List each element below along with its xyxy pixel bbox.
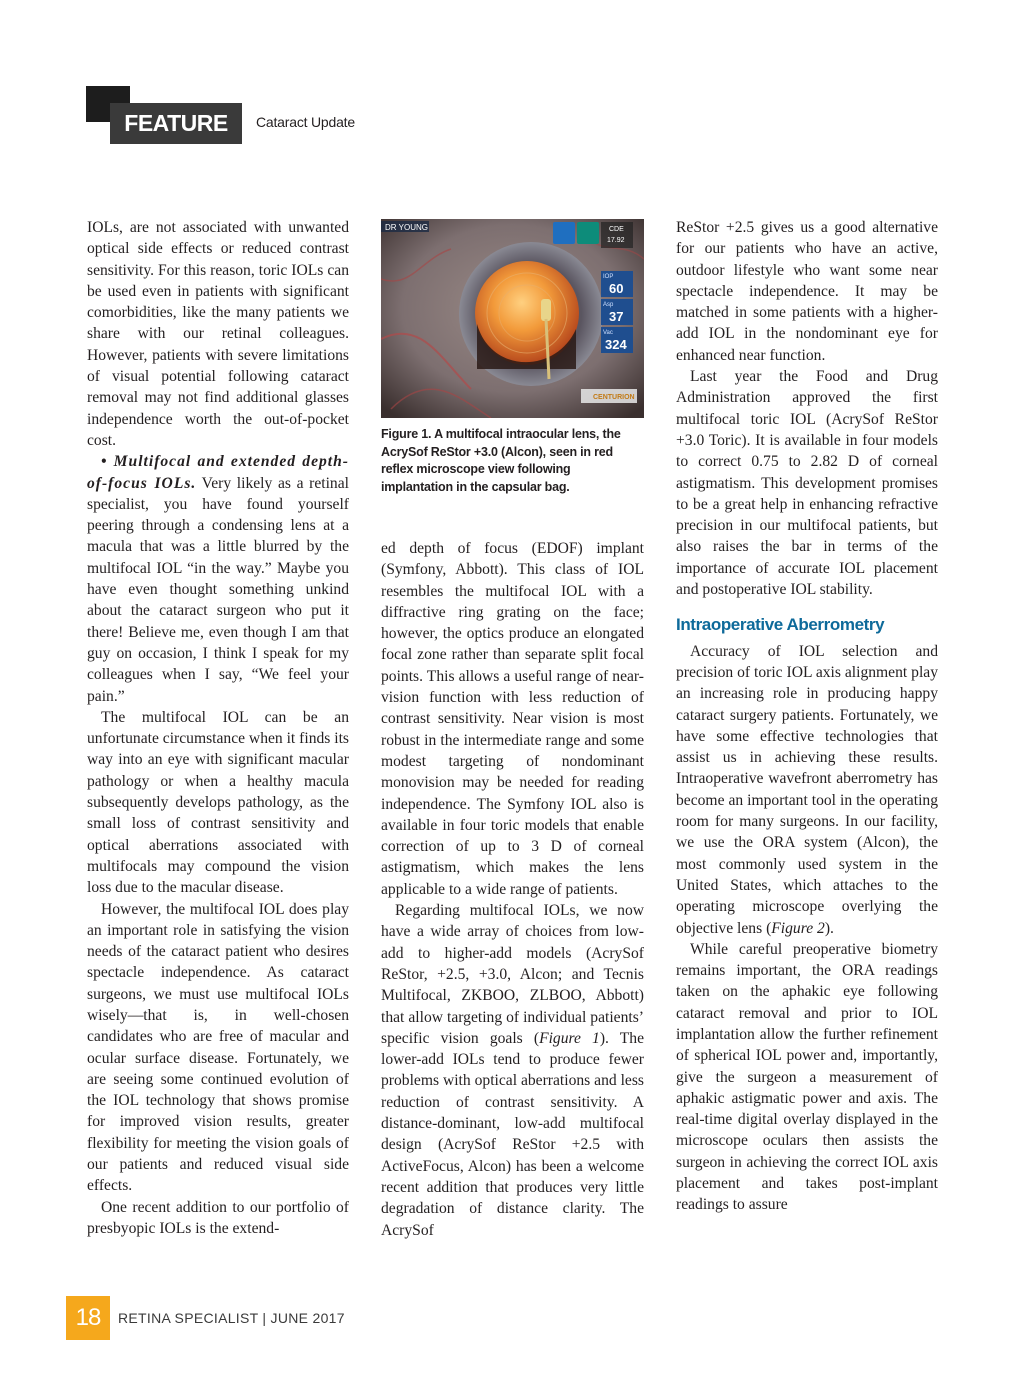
paragraph: The multifocal IOL can be an unfortunate circumstance when it finds its way into an eye with significant macular pathology or when a healthy macula subsequently develops pathology, as the small loss of contrast sensitivity and optical aberrations associated with multifocals may compound the vision loss due to the macular disease. (87, 708, 349, 897)
text-column-2 (381, 538, 644, 1241)
overlay-iop-label: IOP (603, 274, 614, 280)
overlay-brand: CENTURION (593, 394, 635, 401)
overlay-cde-value: 17.92 (607, 237, 625, 244)
paragraph (87, 451, 349, 707)
figure-reference: Figure 1 (539, 1029, 600, 1047)
text-column-3 (676, 217, 938, 1216)
paragraph: IOLs, are not associated with unwanted optical side effects or reduced contrast sensitivity. For this reason, toric IOLs can be used even in patients with significant comorbidities, like the many patients we share with our retinal colleagues. However, patients with severe limitations of visual potential following cataract removal may not find additional glasses independence worth the out-of-pocket cost. (87, 219, 349, 449)
figure-1-caption: Figure 1. A multifocal intraocular lens, the AcrySof ReStor +3.0 (Alcon), seen in red reflex microscope view following implantation in the capsular bag. (381, 427, 621, 494)
paragraph: One recent addition to our portfolio of presbyopic IOLs is the extend- (87, 1198, 349, 1237)
paragraph-body: Very likely as a retinal specialist, you have found yourself peering through a condensing lens at a macula that was a little blurred by the multifocal IOL “in the way.” Maybe you have even thought something unkind about the cataract surgeon who put it there! Believe me, even though I am that guy on occasion, I think I speak for my colleagues when I say, “We feel your pain.” (87, 474, 349, 705)
overlay-vac-label: Vac (603, 330, 613, 336)
paragraph-text: ). The lower-add IOLs tend to produce fewer problems with optical aberrations and less reduction of contrast sensitivity. A distance-dominant, low-add multifocal design (AcrySof ReStor +2.5 with ActiveFocus, Alcon) has been a welcome recent addition that produces very little degradation of distance clarity. The AcrySof (381, 1029, 645, 1239)
section-label: FEATURE (110, 103, 242, 144)
paragraph-text: Accuracy of IOL selection and precision of toric IOL axis alignment play an increasing role in producing happy cataract surgery patients. Fortunately, we have some effective technologies that assist us in achieving these results. Intraoperative wavefront aberrometry has become an important tool in the operating room for many surgeons. In our facility, we use the ORA system (Alcon), the most commonly used system in the United States, which attaches to the operating microscope overlying the objective lens ( (676, 642, 938, 937)
overlay-asp-value: 37 (609, 309, 624, 324)
paragraph: However, the multifocal IOL does play an important role in satisfying the vision needs of the cataract patient who desires spectacle independence. As cataract surgeons, we must use multifocal IOLs wisely—that is, in well-chosen candidates who are free of macular and ocular surface disease. Fortunately, we are seeing some continued evolution of the IOL technology that shows promise for improved vision results, greater flexibility for meeting the vision goals of our patients and reduced visual side effects. (87, 900, 349, 1195)
overlay-cde-label: CDE (609, 226, 624, 233)
instrument-tip (541, 299, 551, 321)
publication-footer: RETINA SPECIALIST | JUNE 2017 (118, 1310, 345, 1326)
paragraph (676, 641, 938, 939)
figure-1-image (381, 219, 644, 418)
paragraph: Last year the Food and Drug Administration approved the first multifocal toric IOL (AcrySof ReStor +3.0 Toric). It is available in four models to correct 0.75 to 2.82 D of corneal astigmatism. This development promises to be a great help in enhancing refractive precision in our multifocal patients, but also raises the bar in terms of the importance of accurate IOL placement and postoperative IOL stability. (676, 368, 938, 599)
paragraph: ed depth of focus (EDOF) implant (Symfony, Abbott). This class of IOL resembles the multifocal IOL with a diffractive ring grating on the face; however, the optics produce an elongated focal zone rather than separate split focal points. This allows a useful range of near-vision function with less reduction of contrast sensitivity. Near vision is most robust in the intermediate range and some modest targeting of nondominant monovision may be needed for reading independence. The Symfony IOL also is available in four toric models that enable correction of up to 3 D of corneal astigmatism, which makes the lens applicable to a wide range of patients. (381, 540, 644, 898)
overlay-iop-value: 60 (609, 281, 624, 296)
overlay-surgeon: DR YOUNG (385, 223, 428, 232)
paragraph: While careful preoperative biometry remains important, the ORA readings taken on the aphakic eye following cataract removal and prior to IOL implantation allow the further refinement of spherical IOL power and, importantly, give the surgeon a measurement of aphakic astigmatic power and axis. The real-time digital overlay displayed in the microscope oculars then assists the surgeon in achieving the correct IOL axis placement and takes post-implant readings to assure (676, 940, 938, 1214)
page-number: 18 (75, 1304, 101, 1331)
paragraph: ReStor +2.5 gives us a good alternative for our patients who have an active, outdoor lifestyle who want some near spectacle independence. It may be matched in some patients with a higher-add IOL in the nondominant eye for enhanced near function. (676, 219, 938, 364)
overlay-asp-label: Asp (603, 302, 614, 308)
section-topic: Cataract Update (256, 114, 355, 130)
paragraph-text: Regarding multifocal IOLs, we now have a wide array of choices from low-add to higher-add models (AcrySof ReStor, +2.5, +3.0, Alcon; and Tecnis Multifocal, ZKBOO, ZLBOO, Abbott) that allow targeting of individual patients’ specific vision goals ( (381, 902, 644, 1047)
figure-reference: Figure 2 (771, 919, 825, 937)
paragraph-text: ). (824, 919, 834, 937)
paragraph (381, 900, 644, 1241)
text-column-1 (87, 217, 349, 1239)
overlay-vac-value: 324 (605, 337, 627, 352)
section-heading: Intraoperative Aberrometry (676, 615, 885, 635)
bullet-heading: • Multifocal and extended depth-of-focus IOLs. (87, 453, 349, 492)
